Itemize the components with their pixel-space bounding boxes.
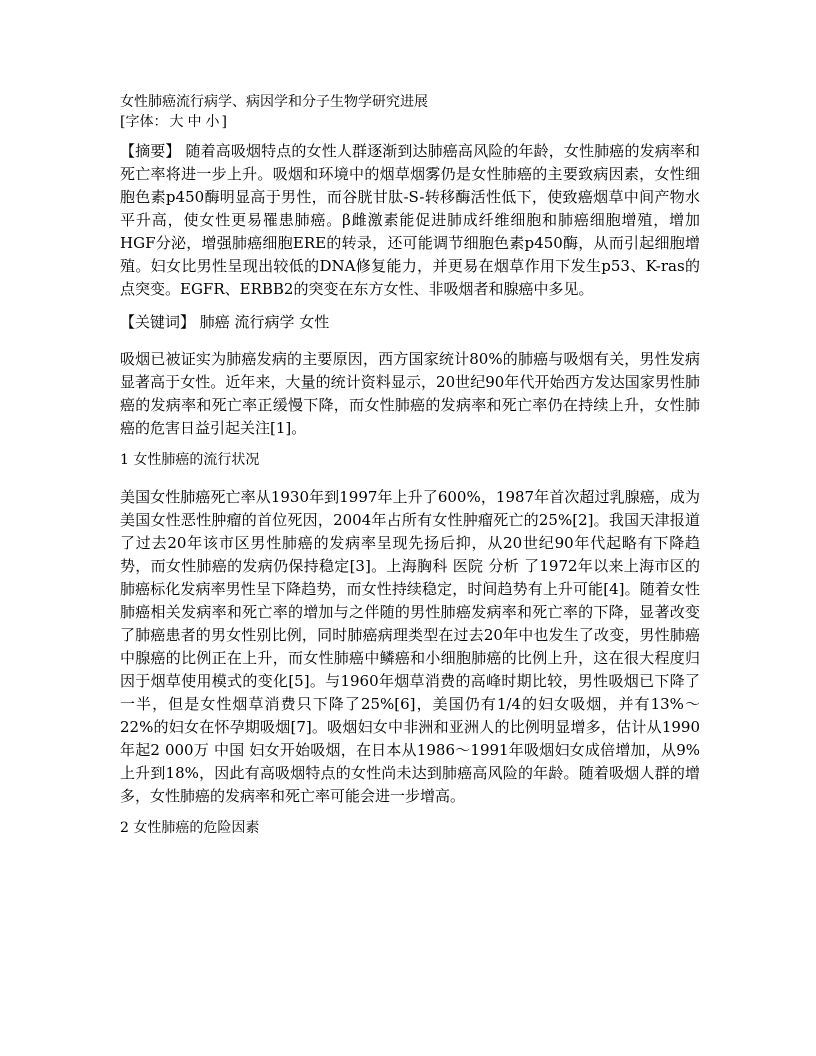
- font-size-suffix: ]: [221, 114, 227, 130]
- font-size-small-link[interactable]: 小: [205, 114, 220, 130]
- font-size-selector: [120, 112, 700, 132]
- font-size-medium-link[interactable]: 中: [187, 114, 202, 130]
- abstract-paragraph: 【摘要】 随着高吸烟特点的女性人群逐渐到达肺癌高风险的年龄，女性肺癌的发病率和死亡率将进一步上升。吸烟和环境中的烟草烟雾仍是女性肺癌的主要致病因素，女性细胞色素p450酶明显高于男性，而谷胱甘肽-S-转移酶活性低下，使致癌烟草中间产物水平升高，使女性更易罹患肺癌。β雌激素能促进肺成纤维细胞和肺癌细胞增殖，增加HGF分泌，增强肺癌细胞ERE的转录，还可能调节细胞色素p450酶，从而引起细胞增殖。妇女比男性呈现出较低的DNA修复能力，并更易在烟草作用下发生p53、K-ras的点突变。EGFR、ERBB2的突变在东方女性、非吸烟者和腺癌中多见。: [120, 142, 700, 298]
- section-1-paragraph: 美国女性肺癌死亡率从1930年到1997年上升了600%，1987年首次超过乳腺癌，成为美国女性恶性肿瘤的首位死因，2004年占所有女性肿瘤死亡的25%[2]。我国天津报道了过去20年该市区男性肺癌的发病率呈现先扬后抑，从20世纪90年代起略有下降趋势，而女性肺癌的发病仍保持稳定[3]。上海胸科 医院 分析 了1972年以来上海市区的肺癌标化发病率男性呈下降趋势，而女性持续稳定，时间趋势有上升可能[4]。随着女性肺癌相关发病率和死亡率的增加与之伴随的男性肺癌发病率和死亡率的下降，显著改变了肺癌患者的男女性别比例，同时肺癌病理类型在过去20年中也发生了改变，男性肺癌中腺癌的比例正在上升，而女性肺癌中鳞癌和小细胞肺癌的比例上升，这在很大程度归因于烟草使用模式的变化[5]。与1960年烟草消费的高峰时期比较，男性吸烟已下降了一半，但是女性烟草消费只下降了25%[6]，美国仍有1/4的妇女吸烟，并有13%～22%的妇女在怀孕期吸烟[7]。吸烟妇女中非洲和亚洲人的比例明显增多，估计从1990年起2 000万 中国 妇女开始吸烟，在日本从1986～1991年吸烟妇女成倍增加，从9%上升到18%，因此有高吸烟特点的女性尚未达到肺癌高风险的年龄。随着吸烟人群的增多，女性肺癌的发病率和死亡率可能会进一步增高。: [120, 488, 700, 805]
- section-2-heading: 2 女性肺癌的危险因素: [120, 820, 260, 836]
- article-page: [120, 92, 700, 854]
- section-1-heading: 1 女性肺癌的流行状况: [120, 452, 260, 468]
- font-size-prefix: [字体：: [120, 114, 168, 130]
- intro-paragraph: 吸烟已被证实为肺癌发病的主要原因，西方国家统计80%的肺癌与吸烟有关，男性发病显著高于女性。近年来，大量的统计资料显示，20世纪90年代开始西方发达国家男性肺癌的发病率和死亡率正缓慢下降，而女性肺癌的发病率和死亡率仍在持续上升，女性肺癌的危害日益引起关注[1]。: [120, 350, 700, 437]
- font-size-large-link[interactable]: 大: [169, 114, 184, 130]
- article-title: 女性肺癌流行病学、病因学和分子生物学研究进展: [120, 94, 428, 110]
- keywords-paragraph: 【关键词】 肺癌 流行病学 女性: [120, 313, 330, 331]
